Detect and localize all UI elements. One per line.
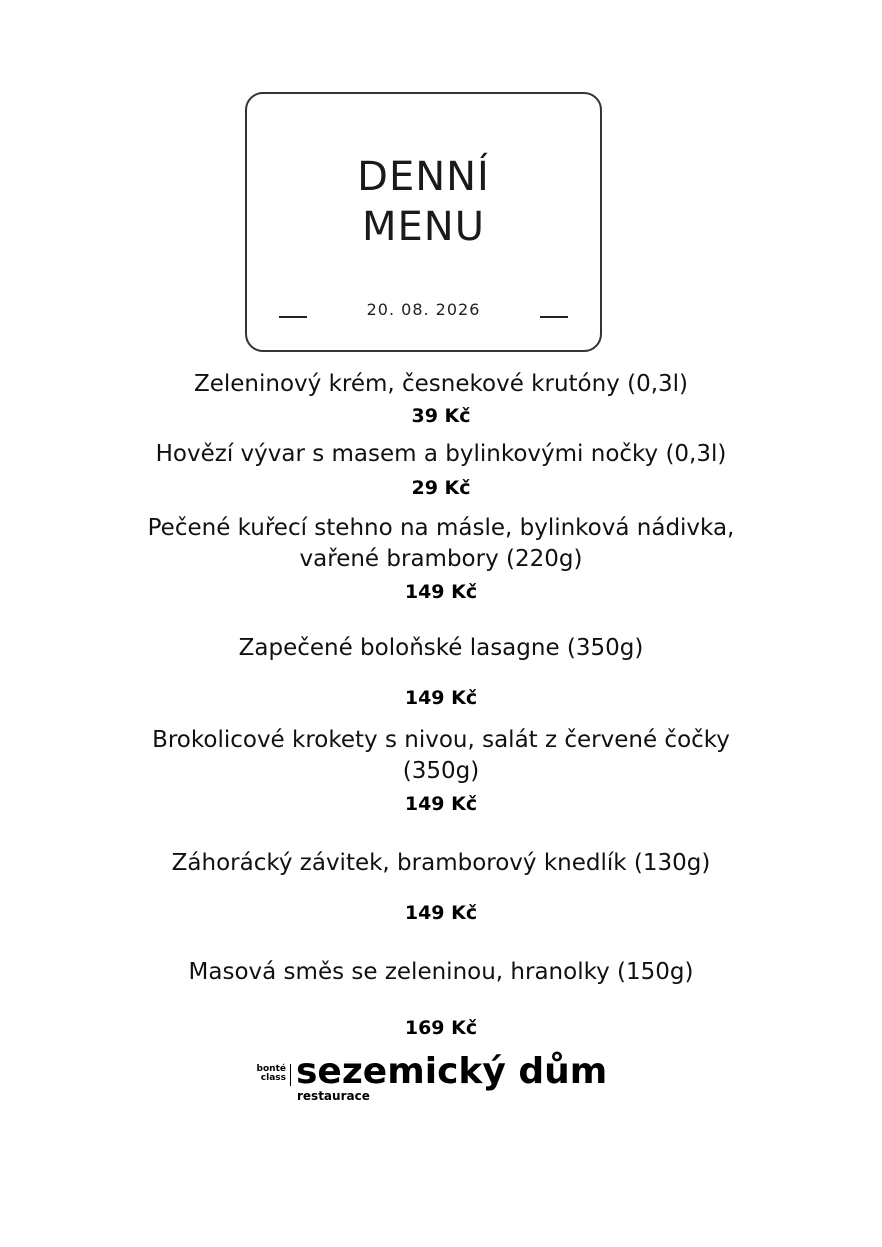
dish-price: 149 Kč [404, 687, 478, 709]
logo-brand-line2: class [260, 1073, 286, 1083]
dish-name [0, 439, 882, 470]
dish-name [0, 633, 882, 664]
logo-restaurant-name: sezemický dům [296, 1051, 608, 1092]
menu-title-line2: MENU [362, 204, 485, 250]
dish-line: Pečené kuřecí stehno na máslе, bylinková nádivka, [147, 515, 735, 541]
logo-subtitle: restaurace [297, 1089, 370, 1103]
dish-name [0, 957, 882, 988]
dish-price: 169 Kč [404, 1017, 478, 1039]
logo-separator [290, 1064, 291, 1086]
logo-brand-line1: bonté [256, 1064, 286, 1074]
right-dash-decoration [540, 316, 568, 318]
menu-title [247, 152, 600, 252]
dish-price: 149 Kč [404, 793, 478, 815]
dish-line: Hovězí vývar s masem a bylinkovými nočky (0,3l) [155, 441, 727, 467]
dish-price: 29 Kč [411, 477, 471, 499]
dish-price: 39 Kč [411, 405, 471, 427]
dish-price: 149 Kč [404, 902, 478, 924]
logo-brand-small [250, 1065, 286, 1083]
menu-title-line1: DENNÍ [357, 154, 490, 200]
dish-line: (350g) [402, 758, 480, 784]
dish-line: Zapečené boloňské lasagne (350g) [238, 635, 644, 661]
dish-name [0, 725, 882, 787]
dish-name [0, 513, 882, 575]
menu-header-box [245, 92, 602, 352]
restaurant-logo [250, 1051, 620, 1108]
dish-line: Zeleninový krém, česnekové krutóny (0,3l) [193, 371, 689, 397]
menu-date: 20. 08. 2026 [366, 300, 481, 319]
dish-price: 149 Kč [404, 581, 478, 603]
dish-name [0, 848, 882, 879]
dish-line: Masová směs se zeleninou, hranolky (150g) [188, 959, 694, 985]
dish-line: Brokolicové krokety s nivou, salát z červené čočky [152, 727, 730, 753]
dish-line: Záhorácký závitek, bramborový knedlík (130g) [171, 850, 711, 876]
dish-line: vařené brambory (220g) [299, 546, 583, 572]
dish-name [0, 369, 882, 400]
